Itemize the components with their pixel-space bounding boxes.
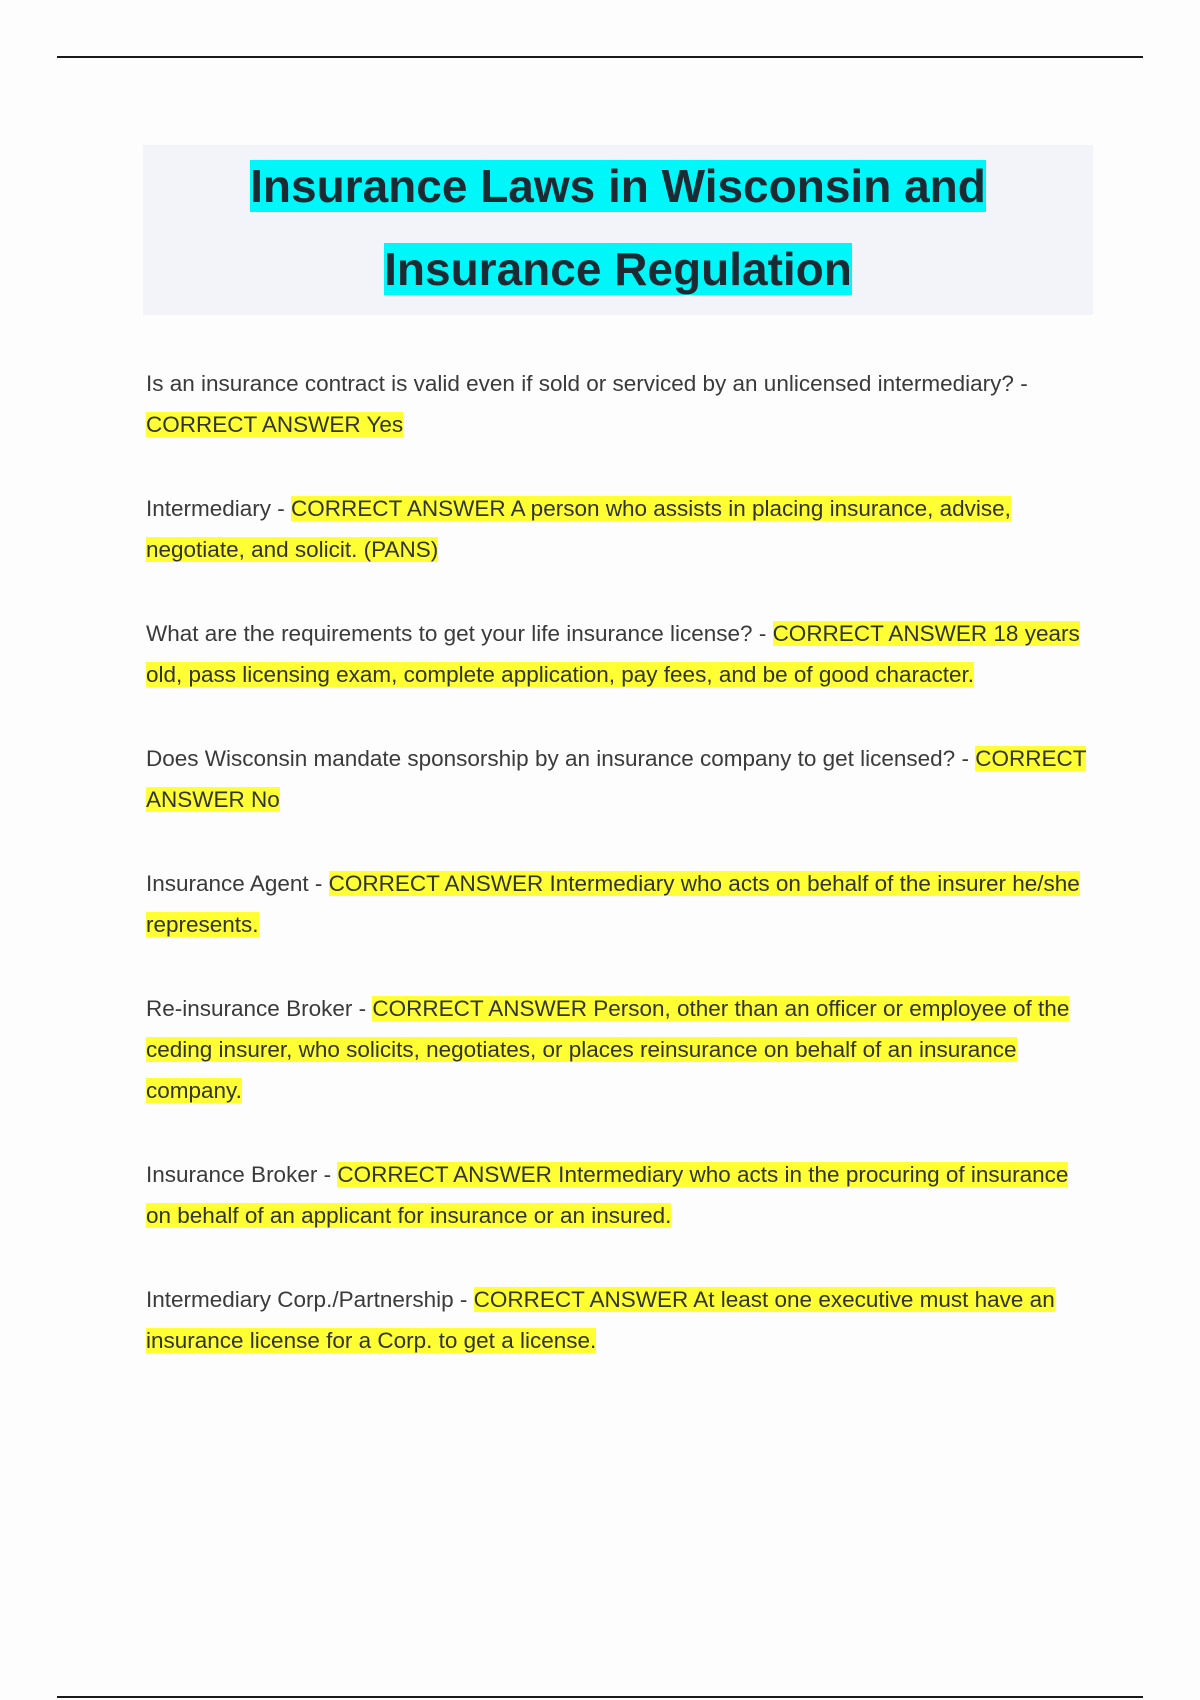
top-divider (57, 56, 1143, 58)
qa-question: Does Wisconsin mandate sponsorship by an insurance company to get licensed? - (146, 746, 976, 771)
qa-answer: CORRECT ANSWER 18 years old, pass licensing exam, complete application, pay fees, and be of good character. (146, 621, 1080, 687)
qa-question: Re-insurance Broker - (146, 996, 373, 1021)
page-title: Insurance Laws in Wisconsin and Insurance Regulation (250, 160, 986, 295)
bottom-divider (57, 1696, 1143, 1698)
qa-answer: CORRECT ANSWER Intermediary who acts on behalf of the insurer he/she represents. (146, 871, 1080, 937)
qa-item (146, 613, 1096, 695)
qa-item (146, 488, 1096, 570)
qa-item (146, 988, 1096, 1111)
qa-question: Insurance Agent - (146, 871, 329, 896)
qa-question: Insurance Broker - (146, 1162, 338, 1187)
qa-question: Intermediary - (146, 496, 292, 521)
qa-answer: CORRECT ANSWER A person who assists in placing insurance, advise, negotiate, and solicit. (PANS) (146, 496, 1011, 562)
qa-answer: CORRECT ANSWER Person, other than an officer or employee of the ceding insurer, who solicits, negotiates, or places reinsurance on behalf of an insurance company. (146, 996, 1070, 1103)
qa-question: Is an insurance contract is valid even if sold or serviced by an unlicensed intermediary? - (146, 371, 1028, 396)
qa-item (146, 1154, 1096, 1236)
qa-question: Intermediary Corp./Partnership - (146, 1287, 474, 1312)
qa-item (146, 738, 1096, 820)
qa-answer: CORRECT ANSWER Intermediary who acts in the procuring of insurance on behalf of an applicant for insurance or an insured. (146, 1162, 1069, 1228)
qa-question: What are the requirements to get your life insurance license? - (146, 621, 773, 646)
title-banner (143, 145, 1093, 315)
qa-answer: CORRECT ANSWER At least one executive must have an insurance license for a Corp. to get a license. (146, 1287, 1055, 1353)
qa-list (146, 363, 1096, 1404)
qa-item (146, 863, 1096, 945)
qa-item (146, 1279, 1096, 1361)
qa-item (146, 363, 1096, 445)
qa-answer: CORRECT ANSWER Yes (146, 412, 404, 437)
qa-answer: CORRECT ANSWER No (146, 746, 1087, 812)
